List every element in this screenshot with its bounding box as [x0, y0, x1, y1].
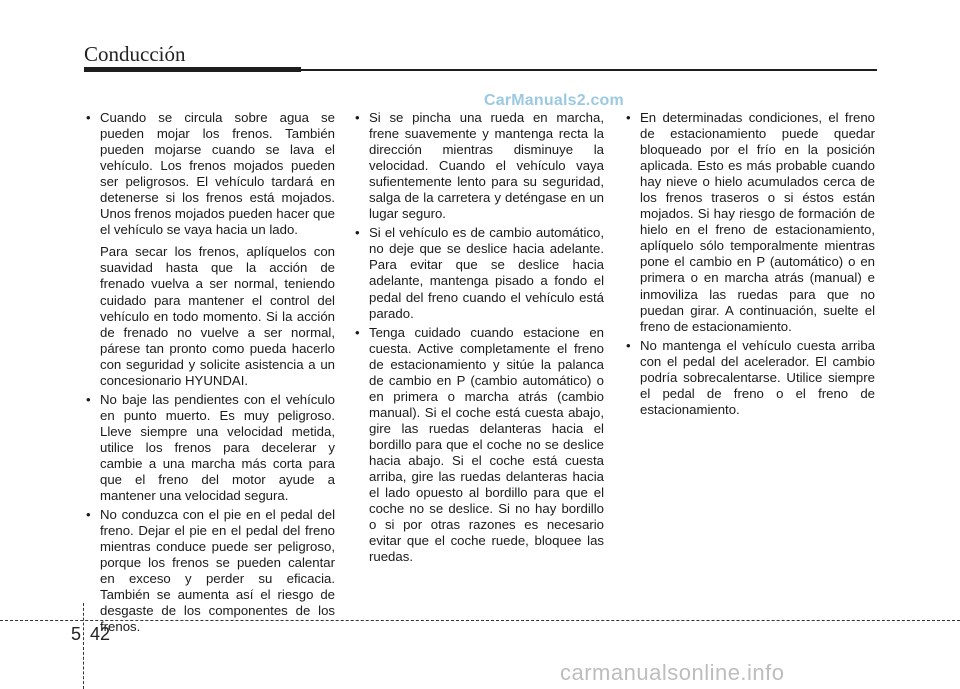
watermark-link[interactable]: CarManuals2.com [484, 92, 624, 109]
bullet-dot: • [626, 337, 631, 353]
chapter-number: 5 [71, 624, 82, 644]
bullet-text: Si se pincha una rueda en marcha, frene suavemente y mantenga recta la dirección mientras disminuye la velocidad. Cuando el vehículo vaya sufientemente lento para su seguridad, salga de la carretera y deténgase en un lugar seguro. [369, 110, 604, 222]
bullet-text: Cuando se circula sobre agua se pueden mojar los frenos. También pueden mojarse cuando se lava el vehículo. Los frenos mojados pueden ser peligrosos. El vehículo tardará en detenerse si los frenos está mojados. Unos frenos mojados pueden hacer que el vehículo se vaya hacia un lado. [100, 110, 335, 238]
bullet-paragraph: Para secar los frenos, aplíquelos con suavidad hasta que la acción de frenado vuelva a ser normal, teniendo cuidado para mantener el control del vehículo en todo momento. Si la acción de frenado no vuelve a ser normal, párese tan pronto como pueda hacerlo con seguridad y solicite asistencia a un concesionario HYUNDAI. [100, 244, 335, 388]
header-rule-thin [301, 69, 877, 71]
bullet-item [352, 225, 604, 321]
column-1 [83, 110, 335, 639]
bullet-text: No baje las pendientes con el vehículo en punto muerto. Es muy peligroso. Lleve siempre una velocidad metida, utilice los frenos para decelerar y cambie a una marcha más corta para que el freno del motor ayude a mantener una velocidad segura. [100, 391, 335, 504]
bullet-dot: • [626, 110, 631, 125]
bullet-text: Tenga cuidado cuando estacione en cuesta. Active completamente el freno de estacionamiento y sitúe la palanca de cambio en P (cambio automático) o en primera o marcha atrás (cambio manual). Si el coche está cuesta abajo, gire las ruedas delanteras hacia el bordillo para que el coche no se deslice hacia abajo. Si el coche está cuesta arriba, gire las ruedas delanteras hacia el lado opuesto al bordillo para que el coche no se deslice. Si no hay bordillo o si por otras razones es necesario evitar que el coche ruede, bloquee las ruedas. [369, 324, 604, 565]
bullet-item [352, 110, 604, 222]
bullet-item [352, 325, 604, 566]
watermark-bottom: carmanualsonline.info [560, 660, 785, 685]
bullet-item [623, 110, 875, 335]
bullet-item [623, 338, 875, 418]
bullet-dot: • [355, 324, 360, 340]
header-rule-thick [84, 67, 301, 72]
bullet-item [83, 110, 335, 389]
bullet-text: No conduzca con el pie en el pedal del freno. Dejar el pie en el pedal del freno mientras conduce puede ser peligroso, porque los frenos se pueden calentar en exceso y perder su eficacia. También se aumenta así el riesgo de desgaste de los componentes de los frenos. [100, 507, 335, 635]
footer-dashed-rule [0, 620, 960, 621]
column-2 [352, 110, 604, 568]
column-3 [623, 110, 875, 421]
bullet-item [83, 392, 335, 504]
bullet-dot: • [355, 225, 360, 241]
bullet-dot: • [355, 110, 360, 125]
bullet-item [83, 507, 335, 635]
bullet-text: En determinadas condiciones, el freno de estacionamiento puede quedar bloqueado por el frío en la posición aplicada. Esto es más probable cuando hay nieve o hielo acumulados cerca de los frenos traseros o si éstos están mojados. Si hay riesgo de formación de hielo en el freno de estacionamiento, aplíquelo sólo temporalmente mientras pone el cambio en P (automático) o en primera o en marcha atrás (manual) e inmoviliza las ruedas para que no puedan girar. A continuación, suelte el freno de estacionamiento. [640, 110, 875, 334]
page-number: 42 [90, 624, 111, 644]
bullet-dot: • [86, 391, 91, 407]
bullet-dot: • [86, 507, 91, 523]
bullet-text: No mantenga el vehículo cuesta arriba con el pedal del acelerador. El cambio podría sobrecalentarse. Utilice siempre el pedal de freno o el freno de estacionamiento. [640, 337, 875, 417]
section-title: Conducción [84, 42, 186, 66]
bullet-dot: • [86, 110, 91, 125]
bullet-text: Si el vehículo es de cambio automático, no deje que se deslice hacia adelante. Para evitar que se deslice hacia adelante, mantenga pisado a fondo el pedal del freno cuando el vehículo está parado. [369, 225, 604, 321]
footer-dashed-divider [83, 603, 84, 689]
